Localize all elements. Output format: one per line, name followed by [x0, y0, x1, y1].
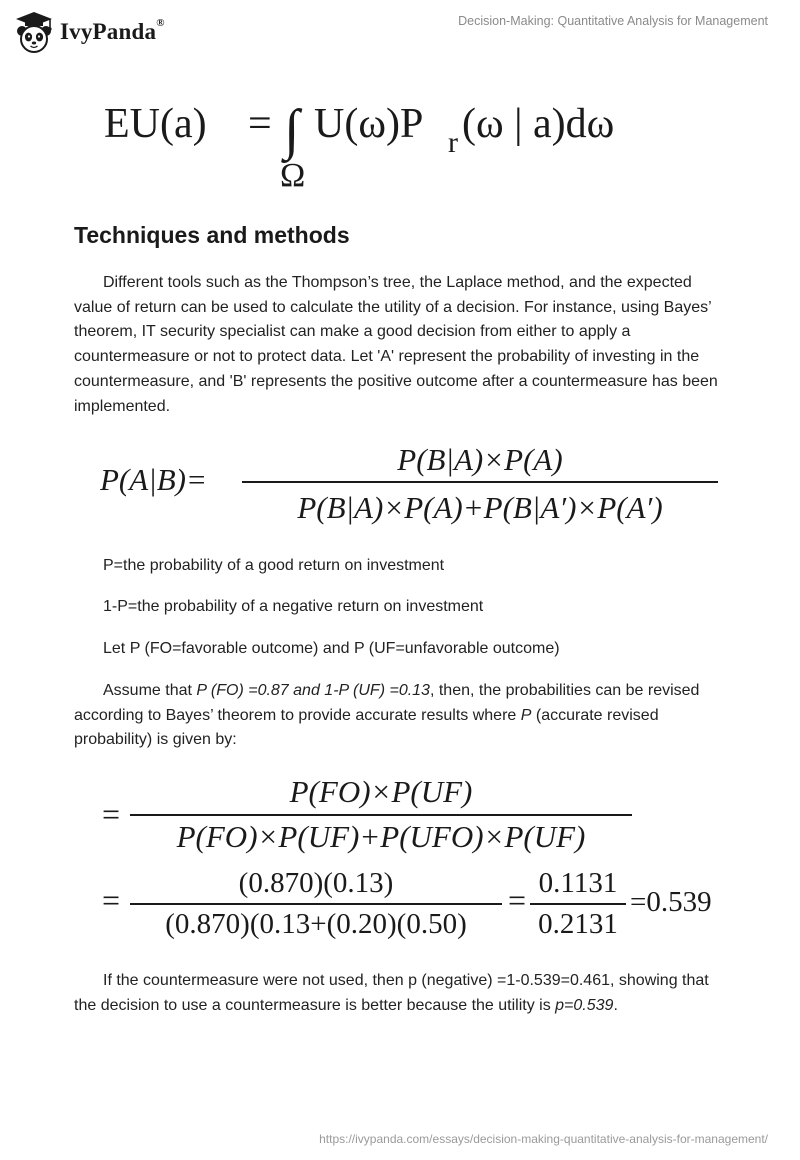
assumption-paragraph — [74, 679, 726, 753]
brand-name[interactable]: IvyPanda® — [60, 17, 165, 44]
eu-lhs: EU(a) — [104, 101, 207, 147]
bayes-equation — [100, 438, 730, 530]
bayes-numerator: P(B|A)×P(A) — [397, 442, 563, 477]
bayes-lhs: P(A|B)= — [100, 462, 207, 497]
expected-utility-equation — [100, 82, 700, 197]
intro-paragraph: Different tools such as the Thompson’s tree, the Laplace method, and the expected value of return can be used to calculate the utility of a decision. For instance, using Bayes’ theorem, IT security specialist can make a good decision from either to apply a countermeasure or not to protect data. Let 'A' represent the probability of investing in the countermeasure, and 'B' represents the positive outcome after a countermeasure has been implemented. — [74, 274, 718, 415]
assume-end: (accurate revised probability) is given by: — [74, 706, 659, 749]
calc-row1-equals: = — [102, 796, 121, 832]
assume-mid: , then, the probabilities can be revised according to Bayes’ theorem to provide accurate results where — [74, 682, 700, 724]
calc-row1-numerator: P(FO)×P(UF) — [289, 774, 473, 809]
assume-p: P — [520, 706, 532, 724]
assume-values: P (FO) =0.87 and 1-P (UF) =0.13 — [196, 682, 430, 699]
calculation-equation — [100, 765, 740, 945]
eu-subscript: r — [448, 126, 458, 159]
calc-mid-equals: = — [508, 882, 527, 918]
eu-integral-sign: ∫ — [284, 99, 300, 161]
conclusion-end: . — [613, 996, 618, 1014]
calc-result: =0.539 — [630, 886, 712, 918]
page-header — [0, 0, 800, 60]
conclusion-value: p=0.539 — [555, 996, 614, 1014]
bayes-denominator: P(B|A)×P(A)+P(B|A′)×P(A′) — [297, 490, 663, 525]
eu-equals: = — [248, 101, 272, 147]
calc-row2-denominator: (0.870)(0.13+(0.20)(0.50) — [165, 908, 467, 940]
definition-negative: 1-P=the probability of a negative return on investment — [103, 598, 484, 615]
calc-row2-equals: = — [102, 882, 121, 918]
document-title: Decision-Making: Quantitative Analysis for Management — [458, 14, 768, 28]
eu-domain: Ω — [280, 157, 306, 194]
calc-frac2-numerator: 0.1131 — [538, 867, 618, 899]
definition-outcomes: Let P (FO=favorable outcome) and P (UF=unfavorable outcome) — [103, 640, 560, 657]
conclusion-paragraph — [74, 969, 726, 1018]
assume-start: Assume that — [103, 682, 197, 699]
panda-logo-icon[interactable] — [14, 10, 54, 54]
registered-mark: ® — [156, 17, 165, 29]
section-heading: Techniques and methods — [74, 222, 350, 248]
conclusion-start: If the countermeasure were not used, then p (negative) =1-0.539=0.461, showing that the decision to use a countermeasure is better because the utility is — [74, 972, 709, 1014]
calc-row2-numerator: (0.870)(0.13) — [238, 867, 394, 899]
calc-row1-denominator: P(FO)×P(UF)+P(UFO)×P(UF) — [176, 819, 586, 854]
definition-good: P=the probability of a good return on investment — [103, 557, 445, 574]
eu-tail: (ω | a)dω — [462, 101, 615, 147]
calc-frac2-denominator: 0.2131 — [538, 908, 618, 940]
footer-url[interactable]: https://ivypanda.com/essays/decision-making-quantitative-analysis-for-management/ — [319, 1132, 768, 1146]
eu-integrand: U(ω)P — [314, 101, 424, 147]
